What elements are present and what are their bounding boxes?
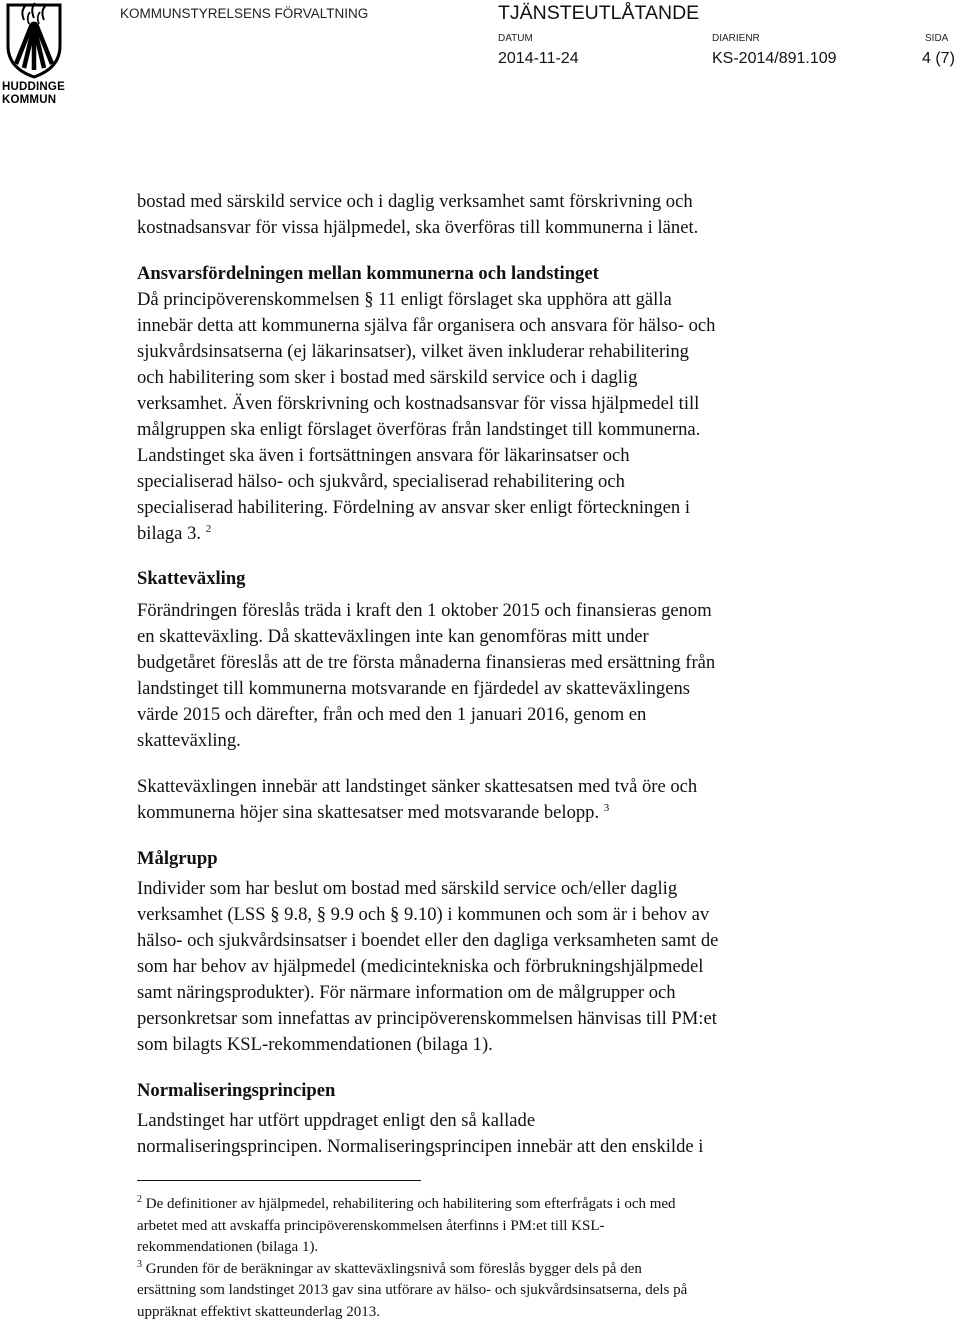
text-line: specialiserad hälso- och sjukvård, specialiserad rehabilitering och bbox=[137, 471, 625, 492]
date-label: DATUM bbox=[498, 33, 533, 44]
text-line: kostnadsansvar för vissa hjälpmedel, ska överföras till kommunerna i länet. bbox=[137, 217, 699, 238]
logo-wordmark bbox=[2, 81, 72, 107]
text-line: målgruppen ska enligt förslaget överföras från landstinget till kommunerna. bbox=[137, 419, 701, 440]
footnote-ref-2[interactable]: 2 bbox=[205, 523, 212, 535]
section-heading-tax-swap: Skatteväxling bbox=[137, 568, 246, 589]
text-line: Skatteväxlingen innebär att landstinget sänker skattesatsen med två öre och bbox=[137, 776, 698, 797]
text-line: personkretsar som innefattas av principöverenskommelsen hänvisas till PM:et bbox=[137, 1008, 717, 1029]
footnote-line bbox=[137, 1194, 837, 1216]
footnote-line: rekommendationen (bilaga 1). bbox=[137, 1239, 319, 1255]
document-type: TJÄNSTEUTLÅTANDE bbox=[498, 2, 700, 24]
text-line-content: bilaga 3. bbox=[137, 523, 202, 544]
text-line: landstinget till kommunerna motsvarande en fjärdedel av skatteväxlingens bbox=[137, 678, 691, 699]
text-line: normaliseringsprincipen. Normaliseringsprincipen innebär att den enskilde i bbox=[137, 1136, 704, 1157]
tax-swap-paragraph-2 bbox=[137, 774, 837, 826]
text-line: skatteväxling. bbox=[137, 730, 241, 751]
text-line: verksamhet. Även förskrivning och kostnadsansvar för vissa hjälpmedel till bbox=[137, 393, 700, 414]
diary-number-value: KS-2014/891.109 bbox=[712, 50, 837, 67]
page-number: 4 (7) bbox=[922, 50, 955, 67]
section-heading-responsibility: Ansvarsfördelningen mellan kommunerna och landstinget bbox=[137, 263, 599, 284]
footnote-3 bbox=[137, 1259, 837, 1324]
footnotes bbox=[137, 1194, 837, 1323]
footnote-2 bbox=[137, 1194, 837, 1259]
intro-paragraph bbox=[137, 189, 837, 241]
text-line-content: kommunerna höjer sina skattesatser med motsvarande belopp. bbox=[137, 802, 600, 823]
diary-number-label: DIARIENR bbox=[712, 33, 760, 44]
text-line: som har behov av hjälpmedel (medicintekniska och förbrukningshjälpmedel bbox=[137, 956, 704, 977]
text-line: värde 2015 och därefter, från och med den 1 januari 2016, genom en bbox=[137, 704, 647, 725]
text-line bbox=[137, 521, 837, 547]
text-line: verksamhet (LSS § 9.8, § 9.9 och § 9.10) i kommunen och som är i behov av bbox=[137, 904, 710, 925]
footnote-line: arbetet med att avskaffa principöverenskommelsen återfinns i PM:et till KSL- bbox=[137, 1217, 605, 1234]
section-heading-normalization: Normaliseringsprincipen bbox=[137, 1080, 336, 1101]
page-label: SIDA bbox=[925, 33, 949, 44]
text-line: specialiserad habilitering. Fördelning av ansvar sker enligt förteckningen i bbox=[137, 497, 690, 518]
text-line: och habilitering som sker i bostad med särskild service och i daglig bbox=[137, 367, 638, 388]
footnote-number-3: 3 bbox=[137, 1258, 142, 1270]
text-line: Förändringen föreslås träda i kraft den 1 oktober 2015 och finansieras genom bbox=[137, 600, 712, 621]
footnote-ref-3[interactable]: 3 bbox=[603, 802, 610, 814]
text-line bbox=[137, 800, 837, 826]
footnote-text: Grunden för de beräkningar av skatteväxlingsnivå som föreslås bygger dels på den bbox=[145, 1260, 642, 1277]
date-value: 2014-11-24 bbox=[498, 50, 579, 67]
target-group-paragraph bbox=[137, 876, 837, 1058]
text-line: sjukvårdsinsatserna (ej läkarinsatser), vilket även inkluderar rehabilitering bbox=[137, 341, 689, 362]
document-body bbox=[137, 189, 837, 1160]
section-heading-target-group: Målgrupp bbox=[137, 848, 218, 869]
text-line: Landstinget ska även i fortsättningen ansvara för läkarinsatser och bbox=[137, 445, 630, 466]
responsibility-paragraph bbox=[137, 287, 837, 547]
logo-text-line-2: KOMMUN bbox=[2, 94, 57, 106]
footnote-line: ersättning som landstinget 2013 gav sina utförare av hälso- och sjukvårdsinsatserna, dels på bbox=[137, 1282, 688, 1298]
footnote-number-2: 2 bbox=[137, 1194, 142, 1205]
organization-name: KOMMUNSTYRELSENS FÖRVALTNING bbox=[120, 6, 369, 21]
tax-swap-paragraph bbox=[137, 598, 837, 754]
logo-text-line-1: HUDDINGE bbox=[2, 81, 65, 93]
text-line: samt näringsprodukter). För närmare information om de målgrupper och bbox=[137, 982, 676, 1003]
normalization-paragraph bbox=[137, 1108, 837, 1160]
text-line: hälso- och sjukvårdsinsatser i boendet eller den dagliga verksamheten samt de bbox=[137, 930, 719, 951]
text-line: som bilagts KSL-rekommendationen (bilaga 1). bbox=[137, 1034, 493, 1055]
text-line: Individer som har beslut om bostad med särskild service och/eller daglig bbox=[137, 878, 678, 899]
footnote-line bbox=[137, 1259, 837, 1281]
municipality-logo bbox=[2, 2, 66, 106]
text-line: budgetåret föreslås att de tre första månaderna finansieras med ersättning från bbox=[137, 652, 716, 673]
text-line: Då principöverenskommelsen § 11 enligt förslaget ska upphöra att gälla bbox=[137, 289, 672, 310]
footnote-separator bbox=[137, 1180, 421, 1181]
text-line: bostad med särskild service och i daglig verksamhet samt förskrivning och bbox=[137, 191, 693, 212]
footnote-text: De definitioner av hjälpmedel, rehabilitering och habilitering som efterfrågats i och med bbox=[145, 1196, 676, 1212]
document-header bbox=[0, 0, 960, 110]
footnote-line: uppräknat effektivt skatteunderlag 2013. bbox=[137, 1303, 380, 1320]
municipal-crest-flame-icon bbox=[2, 2, 66, 80]
text-line: Landstinget har utfört uppdraget enligt den så kallade bbox=[137, 1110, 536, 1131]
text-line: innebär detta att kommunerna själva får organisera och ansvara för hälso- och bbox=[137, 315, 716, 336]
text-line: en skatteväxling. Då skatteväxlingen inte kan genomföras mitt under bbox=[137, 626, 649, 647]
